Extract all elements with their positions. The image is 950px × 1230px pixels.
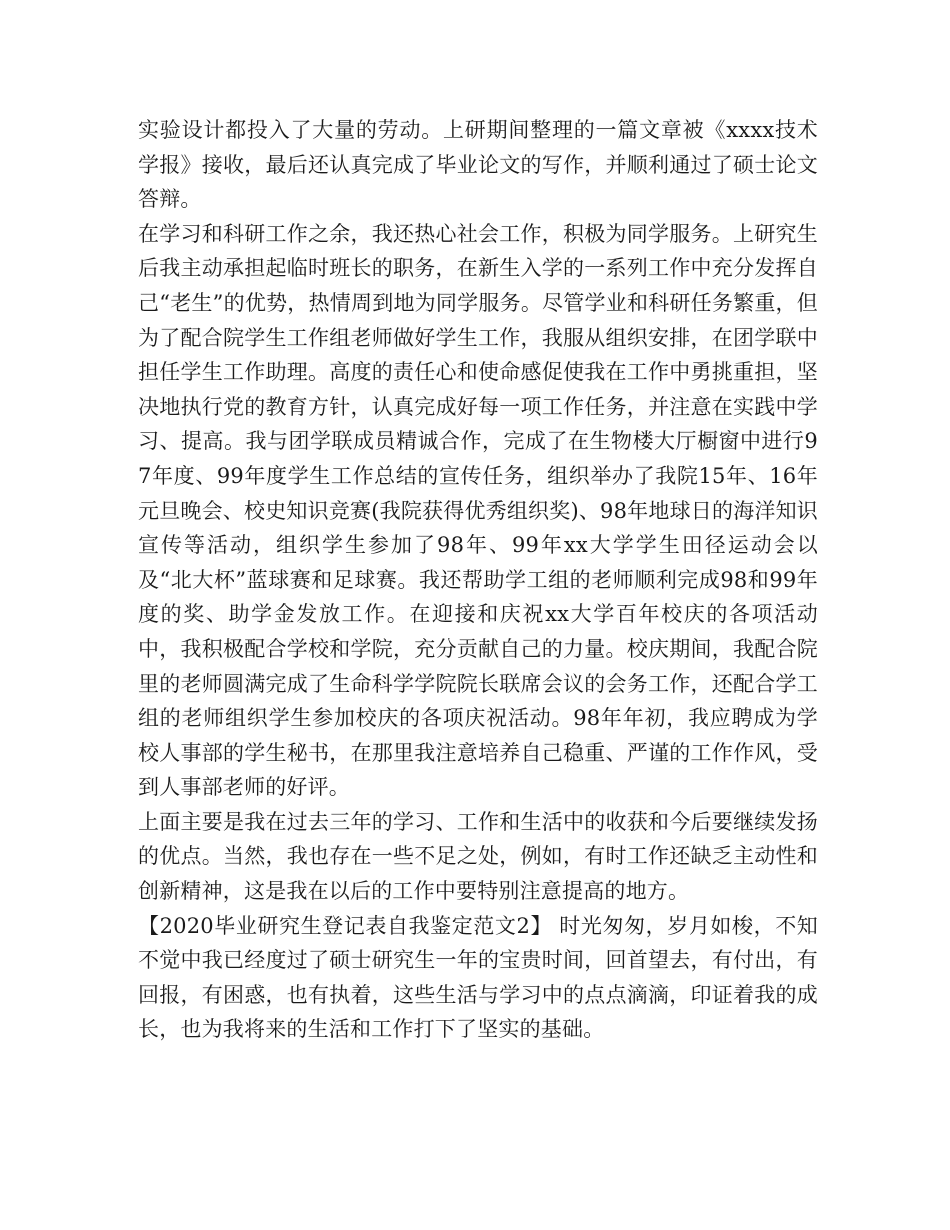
- paragraph-thesis-work: 实验设计都投入了大量的劳动。上研期间整理的一篇文章被《xxxx技术学报》接收，最后还认真完成了毕业论文的写作，并顺利通过了硕士论文答辩。: [138, 118, 818, 212]
- paragraph-social-work: 在学习和科研工作之余，我还热心社会工作，积极为同学服务。上研究生后我主动承担起临时班长的职务，在新生入学的一系列工作中充分发挥自己“老生”的优势，热情周到地为同学服务。尽管学业和科研任务繁重，但为了配合院学生工作组老师做好学生工作，我服从组织安排，在团学联中担任学生工作助理。高度的责任心和使命感促使我在工作中勇挑重担，坚决地执行党的教育方针，认真完成好每一项工作任务，并注意在实践中学习、提高。我与团学联成员精诚合作，完成了在生物楼大厅橱窗中进行97年度、99年度学生工作总结的宣传任务，组织举办了我院15年、16年元旦晚会、校史知识竞赛(我院获得优秀组织奖)、98年地球日的海洋知识宣传等活动，组织学生参加了98年、99年xx大学学生田径运动会以及“北大杯”蓝球赛和足球赛。我还帮助学工组的老师顺利完成98和99年度的奖、助学金发放工作。在迎接和庆祝xx大学百年校庆的各项活动中，我积极配合学校和学院，充分贡献自己的力量。校庆期间，我配合院里的老师圆满完成了生命科学学院院长联席会议的会务工作，还配合学工组的老师组织学生参加校庆的各项庆祝活动。98年年初，我应聘成为学校人事部的学生秘书，在那里我注意培养自己稳重、严谨的工作作风，受到人事部老师的好评。: [138, 221, 818, 800]
- paragraph-sample-2: 【2020毕业研究生登记表自我鉴定范文2】 时光匆匆，岁月如梭，不知不觉中我已经度过了硕士研究生一年的宝贵时间，回首望去，有付出，有回报，有困惑，也有执着，这些生活与学习中的点点滴滴，印证着我的成长，也为我将来的生活和工作打下了坚实的基础。: [138, 913, 818, 1042]
- document-body: [138, 113, 818, 1047]
- paragraph-summary: 上面主要是我在过去三年的学习、工作和生活中的收获和今后要继续发扬的优点。当然，我也存在一些不足之处，例如，有时工作还缺乏主动性和创新精神，这是我在以后的工作中要特别注意提高的地方。: [138, 809, 818, 904]
